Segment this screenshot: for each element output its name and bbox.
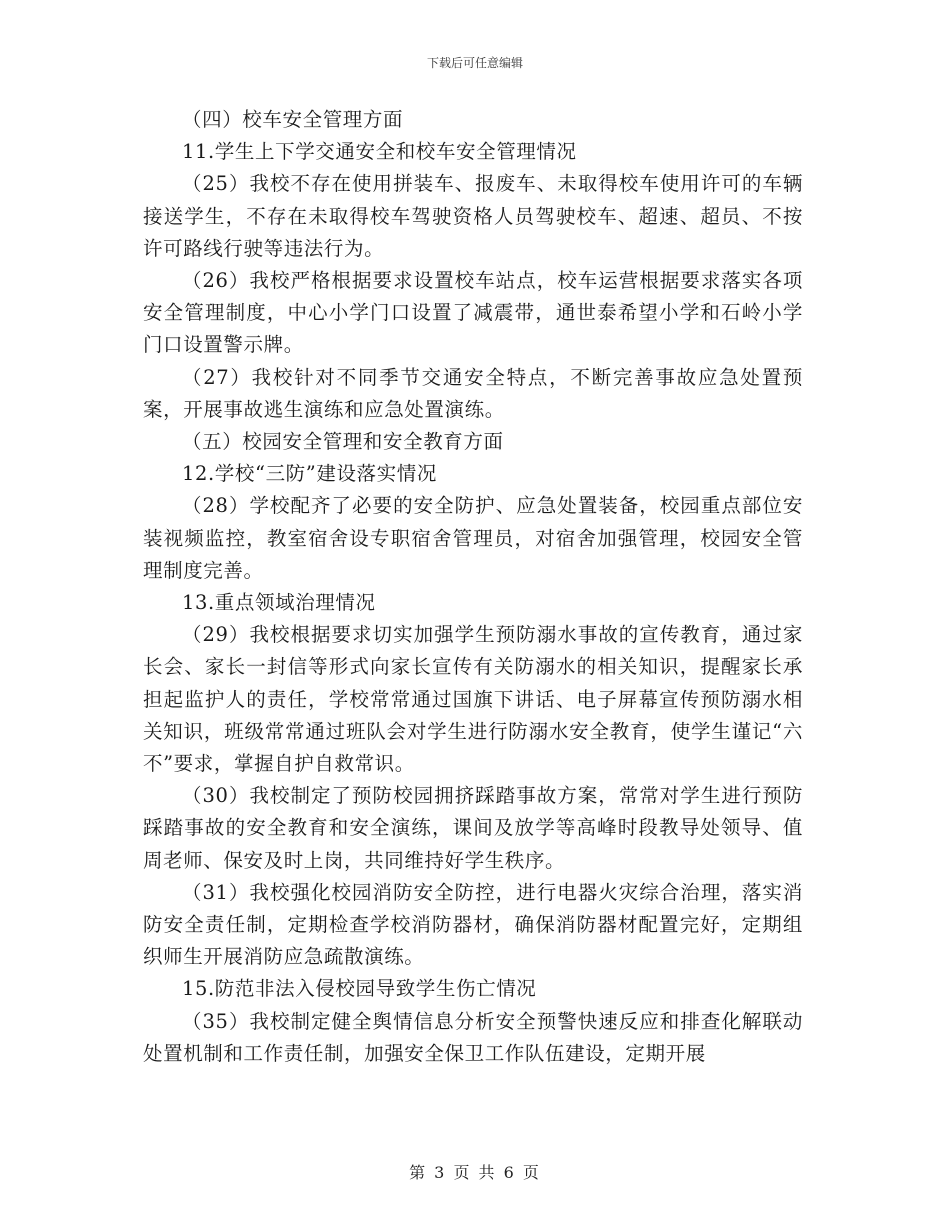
paragraph: （26）我校严格根据要求设置校车站点，校车运营根据要求落实各项安全管理制度，中心小学门口设置了减震带，通世泰希望小学和石岭小学门口设置警示牌。 [143,269,803,357]
paragraph: （27）我校针对不同季节交通安全特点，不断完善事故应急处置预案，开展事故逃生演练和应急处置演练。 [143,365,803,421]
item-heading: 11.学生上下学交通安全和校车安全管理情况 [182,140,577,164]
paragraph: （35）我校制定健全舆情信息分析安全预警快速反应和排查化解联动处置机制和工作责任制，加强安全保卫工作队伍建设，定期开展 [143,1009,803,1065]
page-number-footer: 第 3 页 共 6 页 [409,1163,541,1182]
item-heading: 15.防范非法入侵校园导致学生伤亡情况 [182,977,537,1001]
section-heading: （四）校车安全管理方面 [182,108,404,131]
document-body [143,104,803,1070]
item-heading: 12.学校“三防”建设落实情况 [182,462,437,486]
paragraph: （31）我校强化校园消防安全防控，进行电器火灾综合治理，落实消防安全责任制，定期检查学校消防器材，确保消防器材配置完好，定期组织师生开展消防应急疏散演练。 [143,880,803,969]
paragraph: （30）我校制定了预防校园拥挤踩踏事故方案，常常对学生进行预防踩踏事故的安全教育和安全演练，课间及放学等高峰时段教导处领导、值周老师、保安及时上岗，共同维持好学生秩序。 [143,784,803,872]
section-heading: （五）校园安全管理和安全教育方面 [182,430,504,454]
item-heading: 13.重点领域治理情况 [182,591,376,615]
paragraph: （29）我校根据要求切实加强学生预防溺水事故的宣传教育，通过家长会、家长一封信等形式向家长宣传有关防溺水的相关知识，提醒家长承担起监护人的责任，学校常常通过国旗下讲话、电子屏幕宣传预防溺水相关知识，班级常常通过班队会对学生进行防溺水安全教育，使学生谨记“六不”要求，掌握自护自救常识。 [143,623,803,776]
page-header-note: 下载后可任意编辑 [426,56,523,70]
paragraph: （28）学校配齐了必要的安全防护、应急处置装备，校园重点部位安装视频监控，教室宿舍设专职宿舍管理员，对宿舍加强管理，校园安全管理制度完善。 [143,494,803,582]
paragraph: （25）我校不存在使用拼装车、报废车、未取得校车使用许可的车辆接送学生，不存在未取得校车驾驶资格人员驾驶校车、超速、超员、不按许可路线行驶等违法行为。 [143,172,803,260]
